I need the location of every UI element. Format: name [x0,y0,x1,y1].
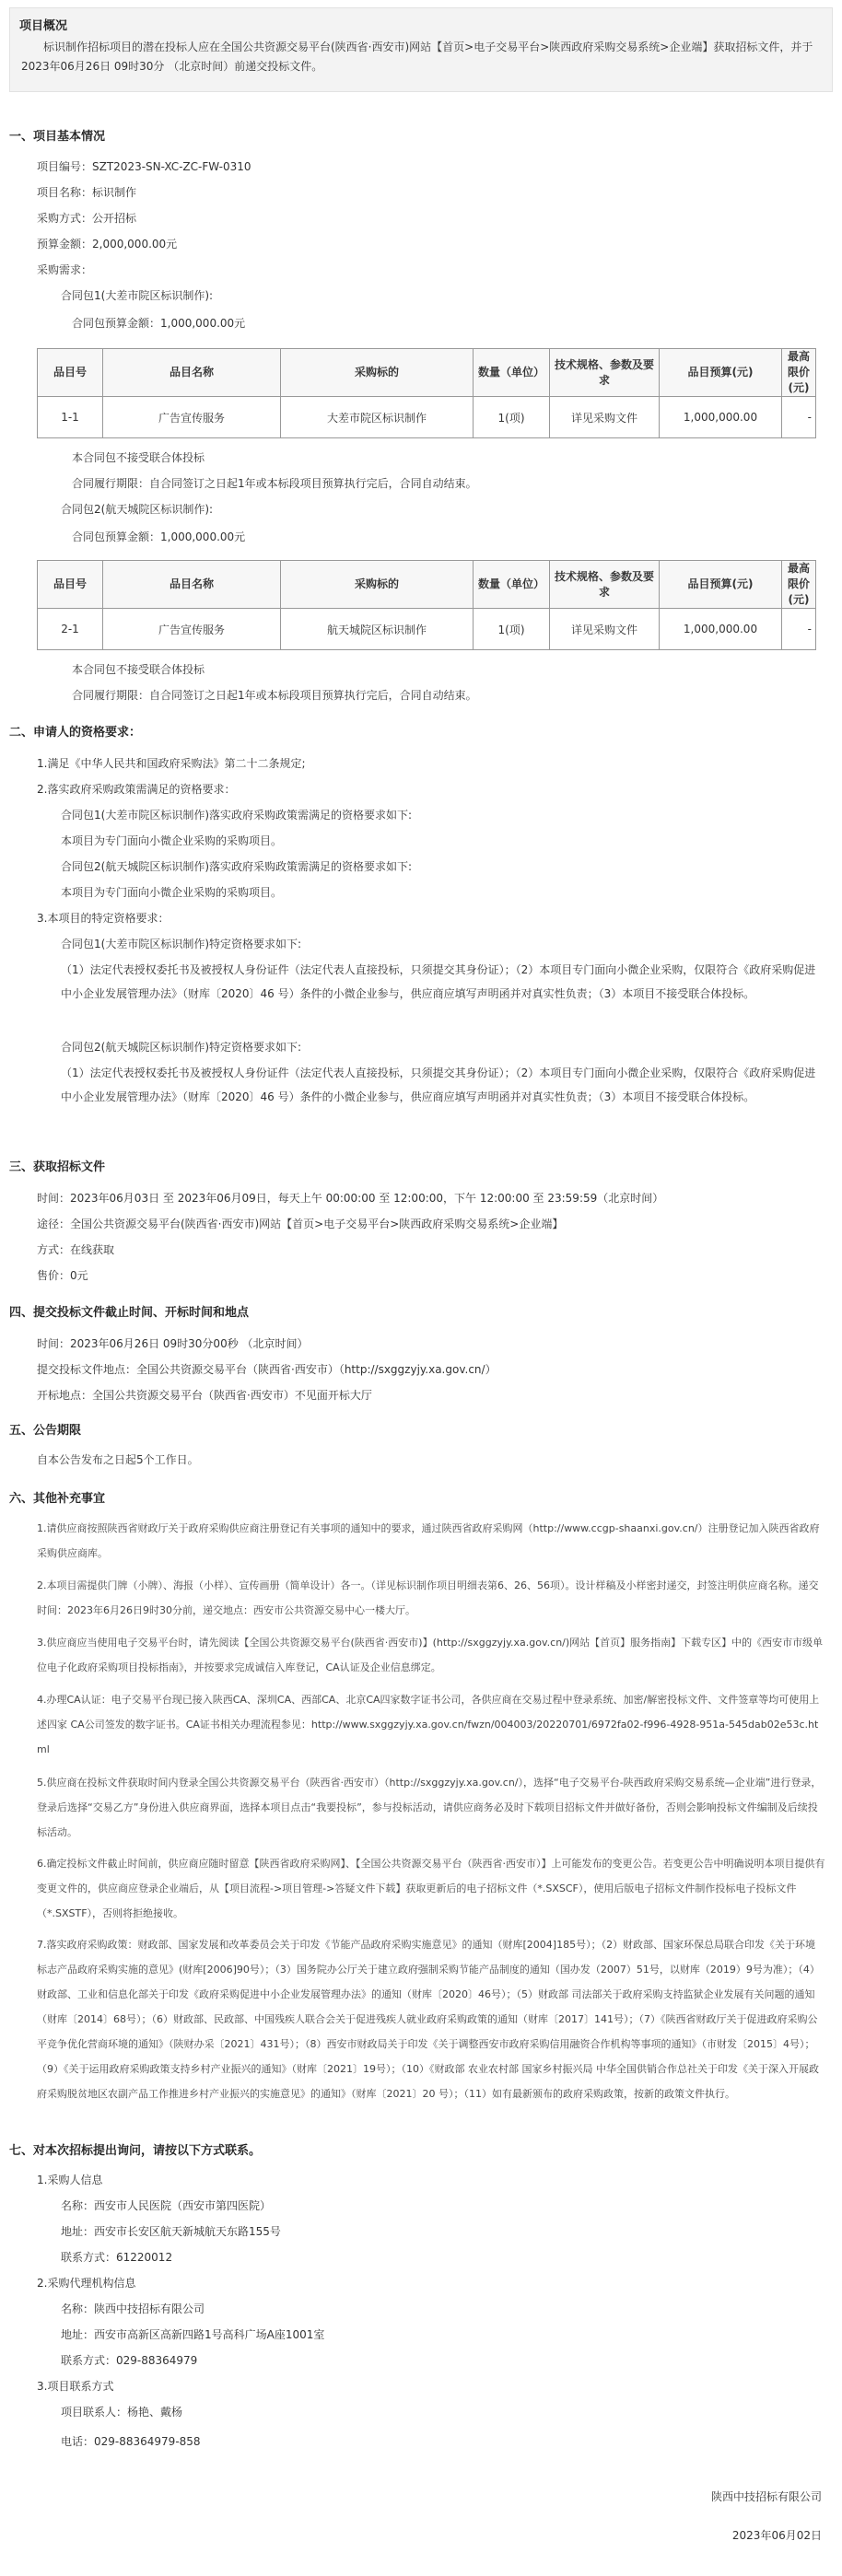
purchaser-name: 名称：西安市人民医院（西安市第四医院） [61,2199,272,2212]
package-1-note-2: 合同履行期限：自合同签订之日起1年或本标段项目预算执行完后，合同自动结束。 [72,477,477,490]
qualification-2-pkg1: 合同包1(大差市院区标识制作)落实政府采购政策需满足的资格要求如下: [61,809,413,822]
qualification-2: 2.落实政府采购政策需满足的资格要求： [37,783,236,796]
cell: 详见采购文件 [550,397,660,438]
package-2-title: 合同包2(航天城院区标识制作): [61,503,214,516]
col-item-no: 品目号 [38,561,103,609]
col-subject: 采购标的 [281,561,474,609]
obtain-price: 售价：0元 [37,1269,88,1282]
agency-address: 地址：西安市高新区高新四路1号高科广场A座1001室 [61,2328,325,2341]
table-row [38,397,816,438]
section-1-title: 一、项目基本情况 [9,130,106,144]
other-item-1: 1.请供应商按照陕西省财政厅关于政府采购供应商注册登记有关事项的通知中的要求，通过陕西省政府采购网（http://www.ccgp-shaanxi.gov.cn/）注册登记加入陕西省政府采购供应商库。 [37,1522,820,1559]
section-4-title: 四、提交投标文件截止时间、开标时间和地点 [9,1306,250,1320]
cell: 1,000,000.00 [660,397,782,438]
table-header-row [38,349,816,397]
qualification-2-pkg2-text: 本项目为专门面向小微企业采购的采购项目。 [61,886,283,899]
package-1-budget: 合同包预算金额：1,000,000.00元 [72,317,246,330]
agency-contact: 联系方式：029-88364979 [61,2354,198,2367]
purchaser-address: 地址：西安市长安区航天新城航天东路155号 [61,2225,281,2238]
section-3-title: 三、获取招标文件 [9,1160,106,1174]
project-name: 项目名称：标识制作 [37,186,137,199]
col-item-budget: 品目预算(元) [660,561,782,609]
project-contact-heading: 3.项目联系方式 [37,2380,114,2393]
overview-text: 标识制作招标项目的潜在投标人应在全国公共资源交易平台(陕西省·西安市)网站【首页>电子交易平台>陕西政府采购交易系统>企业端】获取招标文件，并于 2023年06月26日 09时30分 （北京时间）前递交投标文件。 [21,41,813,73]
package-1-table [37,348,816,438]
col-subject: 采购标的 [281,349,474,397]
agency-name: 名称：陕西中技招标有限公司 [61,2302,205,2315]
col-quantity: 数量（单位） [474,349,550,397]
package-1-note-1: 本合同包不接受联合体投标 [72,451,205,464]
qualification-3-pkg2: 合同包2(航天城院区标识制作)特定资格要求如下: [61,1041,302,1054]
qualification-2-pkg2: 合同包2(航天城院区标识制作)落实政府采购政策需满足的资格要求如下: [61,860,413,873]
other-item-2: 2.本项目需提供门牌（小牌）、海报（小样）、宣传画册（简单设计）各一。（详见标识制作项目明细表第6、26、56项）。设计样稿及小样密封递交，封签注明供应商名称。递交时间：2023年6月26日9时30分前，递交地点：西安市公共资源交易中心一楼大厅。 [37,1579,819,1616]
col-item-name: 品目名称 [103,349,281,397]
col-item-budget: 品目预算(元) [660,349,782,397]
cell: - [782,397,816,438]
table-row [38,609,816,650]
cell: 大差市院区标识制作 [281,397,474,438]
cell: 1,000,000.00 [660,609,782,650]
col-item-name: 品目名称 [103,561,281,609]
col-max-price: 最高限价(元) [782,561,816,609]
package-2-budget: 合同包预算金额：1,000,000.00元 [72,530,246,543]
cell: 1(项) [474,397,550,438]
qualification-3-pkg1-text: （1）法定代表授权委托书及被授权人身份证件（法定代表人直接投标，只须提交其身份证）；（2）本项目专门面向小微企业采购，仅限符合《政府采购促进中小企业发展管理办法》（财库〔2020〕46 号）条件的小微企业参与，供应商应填写声明函并对真实性负责；（3）本项目不接受联合体投标。 [61,963,816,1000]
deadline-time: 时间：2023年06月26日 09时30分00秒 （北京时间） [37,1337,309,1350]
project-contact-phone: 电话：029-88364979-858 [61,2435,201,2448]
qualification-3-pkg1: 合同包1(大差市院区标识制作)特定资格要求如下: [61,938,302,950]
other-item-3: 3.供应商应当使用电子交易平台时，请先阅读【全国公共资源交易平台(陕西省·西安市)】(http://sxggzyjy.xa.gov.cn/)网站【首页】服务指南】下载专区】中的《西安市市级单位电子化政府采购项目投标指南》，并按要求完成诚信入库登记，CA认证及企业信息绑定。 [37,1637,824,1673]
purchaser-heading: 1.采购人信息 [37,2174,103,2186]
qualification-2-pkg1-text: 本项目为专门面向小微企业采购的采购项目。 [61,834,283,847]
announcement-period: 自本公告发布之日起5个工作日。 [37,1453,199,1466]
cell: - [782,609,816,650]
procurement-demand: 采购需求： [37,263,93,276]
section-2-title: 二、申请人的资格要求： [9,726,142,740]
other-item-5: 5.供应商在投标文件获取时间内登录全国公共资源交易平台（陕西省·西安市）（http://sxggzyjy.xa.gov.cn/），选择“电子交易平台-陕西政府采购交易系统—企业端”进行登录，登录后选择“交易乙方”身份进入供应商界面，选择本项目点击“我要投标”，参与投标活动，请供应商务必及时下载项目招标文件并做好备份，否则会影响投标文件编制及后续投标活动。 [37,1777,822,1838]
submit-place: 提交投标文件地点：全国公共资源交易平台（陕西省·西安市）（http://sxggzyjy.xa.gov.cn/） [37,1363,497,1376]
obtain-mode: 方式：在线获取 [37,1243,115,1256]
package-1-title: 合同包1(大差市院区标识制作): [61,289,214,302]
other-item-6: 6.确定投标文件截止时间前，供应商应随时留意【陕西省政府采购网】、【全国公共资源交易平台（陕西省·西安市）】上可能发布的变更公告。若变更公告中明确说明本项目提供有变更文件的，供应商应登录企业端后，从【项目流程->项目管理->答疑文件下载】获取更新后的电子招标文件（*.SXSCF），使用后版电子招标文件制作投标电子投标文件（*.SXSTF），否则将拒绝接收。 [37,1858,825,1919]
footer-date: 2023年06月02日 [731,2529,822,2542]
qualification-1: 1.满足《中华人民共和国政府采购法》第二十二条规定; [37,757,306,770]
agency-heading: 2.采购代理机构信息 [37,2277,136,2290]
table-header-row [38,561,816,609]
qualification-3: 3.本项目的特定资格要求： [37,912,170,925]
cell: 1(项) [474,609,550,650]
project-contact-person: 项目联系人：杨艳、戴杨 [61,2406,183,2419]
cell: 航天城院区标识制作 [281,609,474,650]
col-spec: 技术规格、参数及要求 [550,349,660,397]
project-number: 项目编号：SZT2023-SN-XC-ZC-FW-0310 [37,160,251,173]
cell: 2-1 [38,609,103,650]
footer-company: 陕西中技招标有限公司 [710,2490,822,2503]
package-2-note-1: 本合同包不接受联合体投标 [72,663,205,676]
col-item-no: 品目号 [38,349,103,397]
section-7-title: 七、对本次招标提出询问，请按以下方式联系。 [9,2144,262,2158]
cell: 广告宣传服务 [103,609,281,650]
other-item-7: 7.落实政府采购政策：财政部、国家发展和改革委员会关于印发《节能产品政府采购实施意见》的通知（财库[2004]185号）；（2）财政部、国家环保总局联合印发《关于环境标志产品政府采购实施的意见》(财库[2006]90号）；（3）国务院办公厅关于建立政府强制采购节能产品制度的通知（国办发（2007）51号，以财库（2019）9号为准）；（4）财政部、工业和信息化部关于印发《政府采购促进中小企业发展管理办法》的通知（财库〔2020〕46号）；（5）财政部 司法部关于政府采购支持监狱企业发展有关问题的通知（财库〔2014〕68号）；（6）财政部、民政部、中国残疾人联合会关于促进残疾人就业政府采购政策的通知（财库〔2017〕141号）；（7）《陕西省财政厅关于促进政府采购公平竞争优化营商环境的通知》（陕财办采〔2021〕431号）；（8）西安市财政局关于印发《关于调整西安市政府采购信用融资合作机构等事项的通知》（市财发〔2015〕4号）；（9）《关于运用政府采购政策支持乡村产业振兴的通知》（财库〔2021〕19号）；（10）《财政部 农业农村部 国家乡村振兴局 中华全国供销合作总社关于印发《关于深入开展政府采购脱贫地区农副产品工作推进乡村产业振兴的实施意见》的通知》（财库〔2021〕20 号）；（11）如有最新颁布的政府采购政策，按新的政策文件执行。 [37,1939,820,2100]
other-item-4: 4.办理CA认证：电子交易平台现已接入陕西CA、深圳CA、西部CA、北京CA四家数字证书公司，各供应商在交易过程中登录系统、加密/解密投标文件、文件签章等均可使用上述四家 CA公司签发的数字证书。CA证书相关办理流程参见：http://www.sxggzyjy.xa.gov.cn/fwzn/004003/20220701/6972fa02-f996-4928-951a-545dab02e53c.html [37,1694,820,1755]
col-max-price: 最高限价(元) [782,349,816,397]
obtain-way: 途径：全国公共资源交易平台(陕西省·西安市)网站【首页>电子交易平台>陕西政府采购交易系统>企业端】 [37,1218,564,1230]
budget-amount: 预算金额：2,000,000.00元 [37,238,178,251]
section-6-title: 六、其他补充事宜 [9,1492,106,1506]
purchaser-contact: 联系方式：61220012 [61,2251,173,2264]
overview-box [9,7,833,92]
col-quantity: 数量（单位） [474,561,550,609]
section-5-title: 五、公告期限 [9,1424,82,1438]
obtain-time: 时间：2023年06月03日 至 2023年06月09日，每天上午 00:00:00 至 12:00:00，下午 12:00:00 至 23:59:59（北京时间） [37,1192,664,1205]
package-2-note-2: 合同履行期限：自合同签订之日起1年或本标段项目预算执行完后，合同自动结束。 [72,689,477,702]
procurement-method: 采购方式：公开招标 [37,212,137,225]
opening-place: 开标地点：全国公共资源交易平台（陕西省·西安市）不见面开标大厅 [37,1389,372,1402]
cell: 详见采购文件 [550,609,660,650]
cell: 1-1 [38,397,103,438]
overview-title: 项目概况 [19,19,68,33]
package-2-table [37,560,816,650]
qualification-3-pkg2-text: （1）法定代表授权委托书及被授权人身份证件（法定代表人直接投标，只须提交其身份证）；（2）本项目专门面向小微企业采购，仅限符合《政府采购促进中小企业发展管理办法》（财库〔2020〕46 号）条件的小微企业参与，供应商应填写声明函并对真实性负责；（3）本项目不接受联合体投标。 [61,1067,816,1103]
col-spec: 技术规格、参数及要求 [550,561,660,609]
cell: 广告宣传服务 [103,397,281,438]
